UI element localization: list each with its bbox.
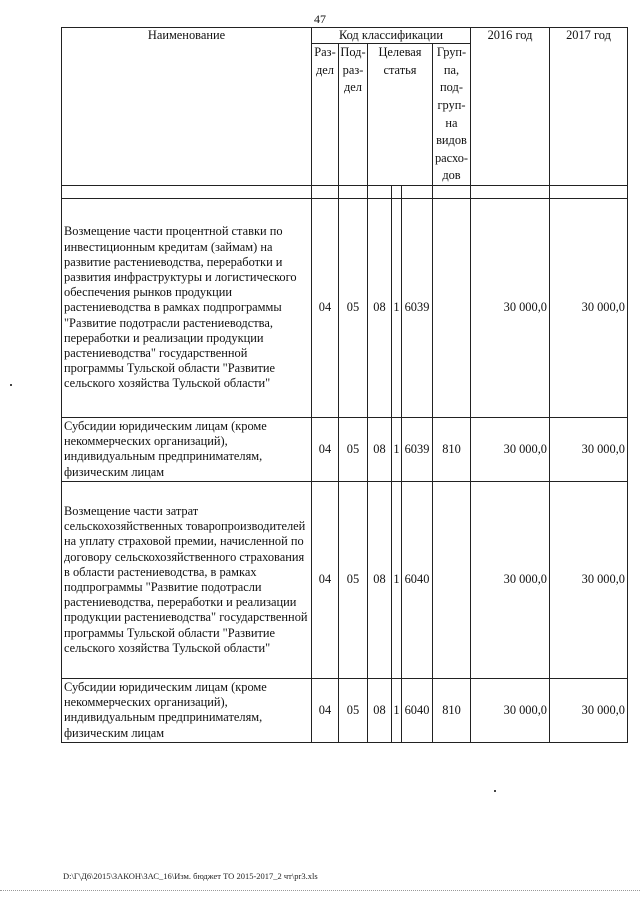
row-amount-2016: 30 000,0 xyxy=(471,481,550,678)
row-target-subprogram: 1 xyxy=(392,678,402,742)
page-number: 47 xyxy=(314,12,326,26)
table-row xyxy=(62,481,628,678)
row-section: 04 xyxy=(312,198,339,417)
table-row xyxy=(62,198,628,417)
spacer-row xyxy=(62,185,628,198)
row-expense-group: 810 xyxy=(433,417,471,481)
row-subsection: 05 xyxy=(339,417,368,481)
header-expense-group: Груп- па, под- груп- на видов расхо- дов xyxy=(433,44,471,186)
row-target-subprogram: 1 xyxy=(392,198,402,417)
header-name: Наименование xyxy=(62,28,312,186)
row-target-subprogram: 1 xyxy=(392,481,402,678)
row-target-code: 6039 xyxy=(402,198,433,417)
row-amount-2016: 30 000,0 xyxy=(471,678,550,742)
header-subsection: Под- раз- дел xyxy=(339,44,368,186)
file-path-footer: D:\Г\Д6\2015\ЗАКОН\ЗАС_16\Изм. бюджет ТО 2015-2017_2 чт\pr3.xls xyxy=(63,871,318,881)
header-code: Код классификации xyxy=(312,28,471,44)
row-subsection: 05 xyxy=(339,678,368,742)
budget-table xyxy=(61,27,628,743)
row-target-code: 6040 xyxy=(402,678,433,742)
row-target-program: 08 xyxy=(368,198,392,417)
scan-speck xyxy=(10,384,12,386)
row-target-code: 6040 xyxy=(402,481,433,678)
scan-edge-line xyxy=(0,890,640,891)
row-target-subprogram: 1 xyxy=(392,417,402,481)
header-2016: 2016 год xyxy=(471,28,550,186)
row-section: 04 xyxy=(312,417,339,481)
row-target-program: 08 xyxy=(368,678,392,742)
row-amount-2017: 30 000,0 xyxy=(550,417,628,481)
row-target-program: 08 xyxy=(368,481,392,678)
row-expense-group xyxy=(433,198,471,417)
scan-speck xyxy=(494,790,496,792)
table-row xyxy=(62,678,628,742)
row-expense-group xyxy=(433,481,471,678)
header-target: Целевая статья xyxy=(368,44,433,186)
row-amount-2017: 30 000,0 xyxy=(550,481,628,678)
row-section: 04 xyxy=(312,481,339,678)
row-subsection: 05 xyxy=(339,198,368,417)
row-target-code: 6039 xyxy=(402,417,433,481)
row-name: Субсидии юридическим лицам (кроме некоммерческих организаций), индивидуальным предпринимателям, физическим лицам xyxy=(62,678,312,742)
row-amount-2016: 30 000,0 xyxy=(471,417,550,481)
header-section: Раз- дел xyxy=(312,44,339,186)
row-amount-2017: 30 000,0 xyxy=(550,198,628,417)
row-amount-2016: 30 000,0 xyxy=(471,198,550,417)
row-amount-2017: 30 000,0 xyxy=(550,678,628,742)
row-name: Возмещение части процентной ставки по инвестиционным кредитам (займам) на развитие растениеводства, переработки и развития инфраструктуры и логистического обеспечения рынков продукции растениеводства в рамках подпрограммы "Развитие подотрасли растениеводства, переработки и реализации продукции растениеводства" государственной программы Тульской области "Развитие сельского хозяйства Тульской области" xyxy=(62,198,312,417)
table-row xyxy=(62,417,628,481)
row-expense-group: 810 xyxy=(433,678,471,742)
row-name: Возмещение части затрат сельскохозяйственных товаропроизводителей на уплату страховой премии, начисленной по договору сельскохозяйственного страхования в области растениеводства, в рамках подпрограммы "Развитие подотрасли растениеводства, переработки и реализации продукции растениеводства" государственной программы Тульской области "Развитие сельского хозяйства Тульской области" xyxy=(62,481,312,678)
row-subsection: 05 xyxy=(339,481,368,678)
row-name: Субсидии юридическим лицам (кроме некоммерческих организаций), индивидуальным предпринимателям, физическим лицам xyxy=(62,417,312,481)
row-target-program: 08 xyxy=(368,417,392,481)
header-2017: 2017 год xyxy=(550,28,628,186)
row-section: 04 xyxy=(312,678,339,742)
